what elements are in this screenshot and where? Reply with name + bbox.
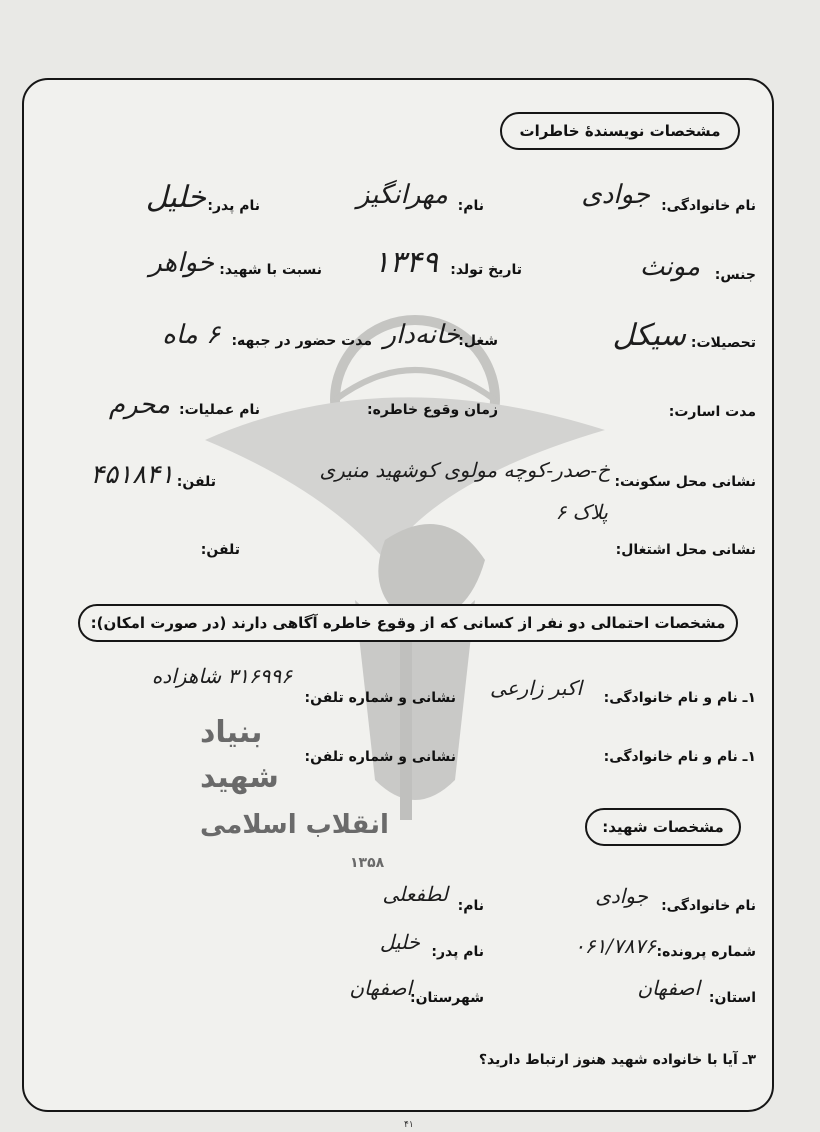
witness-1-contact-label: نشانی و شماره تلفن: (304, 690, 456, 706)
writer-job-value: خانه‌دار (383, 320, 460, 350)
martyr-province-label: استان: (708, 990, 756, 1006)
watermark-line-1: بنیاد (200, 715, 263, 750)
writer-front-label: مدت حضور در جبهه: (231, 333, 372, 349)
witness-1-name-label: ۱ـ نام و نام خانوادگی: (603, 690, 756, 706)
writer-last-name-label: نام خانوادگی: (661, 198, 756, 214)
writer-phone-label: تلفن: (176, 474, 216, 490)
witness-1-contact-value: ۳۱۶۹۹۶ شاهزاده (151, 664, 292, 688)
writer-father-value: خلیل (145, 180, 206, 215)
writer-education-label: تحصیلات: (690, 335, 756, 351)
writer-birth-label: تاریخ تولد: (450, 262, 522, 278)
martyr-file-value: ۰۶۱/۷۸۷۶ (574, 934, 656, 958)
martyr-city-value: اصفهان (349, 976, 412, 1000)
writer-education-value: سیکل (612, 318, 686, 353)
witness-2-name-label: ۱ـ نام و نام خانوادگی: (603, 749, 756, 765)
writer-captivity-label: مدت اسارت: (668, 404, 756, 420)
writer-first-name-value: مهرانگیز (356, 180, 448, 210)
writer-front-value: ۶ ماه (162, 320, 220, 350)
section-witness-heading: مشخصات احتمالی دو نفر از کسانی که از وقوع خاطره آگاهی دارند (در صورت امکان): (78, 604, 738, 642)
watermark-year: ۱۳۵۸ (350, 855, 385, 871)
martyr-last-name-value: جوادی (595, 884, 648, 908)
martyr-first-name-label: نام: (457, 898, 484, 914)
section-writer-heading: مشخصات نویسندهٔ خاطرات (500, 112, 740, 150)
writer-first-name-label: نام: (457, 198, 484, 214)
martyr-province-value: اصفهان (637, 976, 700, 1000)
writer-address-label: نشانی محل سکونت: (614, 474, 756, 490)
watermark-line-3: انقلاب اسلامی (200, 810, 389, 840)
writer-job-label: شغل: (458, 333, 498, 349)
watermark-line-2: شهید (200, 760, 279, 795)
writer-gender-label: جنس: (714, 267, 756, 283)
writer-phone-value: ۴۵۱۸۴۱ (90, 460, 174, 490)
writer-work-address-label: نشانی محل اشتغال: (615, 542, 756, 558)
writer-relation-value: خواهر (149, 248, 214, 278)
witness-2-contact-label: نشانی و شماره تلفن: (304, 749, 456, 765)
martyr-file-label: شماره پرونده: (656, 944, 756, 960)
martyr-father-label: نام پدر: (431, 944, 484, 960)
question-3: ۳ـ آیا با خانواده شهید هنوز ارتباط دارید؟ (478, 1052, 756, 1068)
writer-birth-value: ۱۳۴۹ (373, 245, 438, 280)
writer-relation-label: نسبت با شهید: (219, 262, 322, 278)
section-martyr-heading: مشخصات شهید: (585, 808, 741, 846)
writer-address-value-2: پلاک ۶ (555, 500, 608, 524)
writer-operation-label: نام عملیات: (179, 402, 260, 418)
writer-memory-time-label: زمان وقوع خاطره: (367, 402, 498, 418)
writer-operation-value: محرم (108, 390, 170, 420)
martyr-last-name-label: نام خانوادگی: (661, 898, 756, 914)
writer-address-value: خ-صدر-کوچه مولوی کوشهید منیری (319, 458, 610, 482)
witness-1-name-value: اکبر زارعی (490, 676, 582, 700)
martyr-first-name-value: لطفعلی (382, 882, 448, 906)
writer-work-phone-label: تلفن: (200, 542, 240, 558)
martyr-father-value: خلیل (379, 930, 420, 954)
martyr-city-label: شهرستان: (409, 990, 484, 1006)
writer-last-name-value: جوادی (581, 180, 650, 210)
writer-father-label: نام پدر: (207, 198, 260, 214)
page-number: ۴۱ (404, 1120, 414, 1130)
writer-gender-value: مونث (639, 252, 700, 282)
